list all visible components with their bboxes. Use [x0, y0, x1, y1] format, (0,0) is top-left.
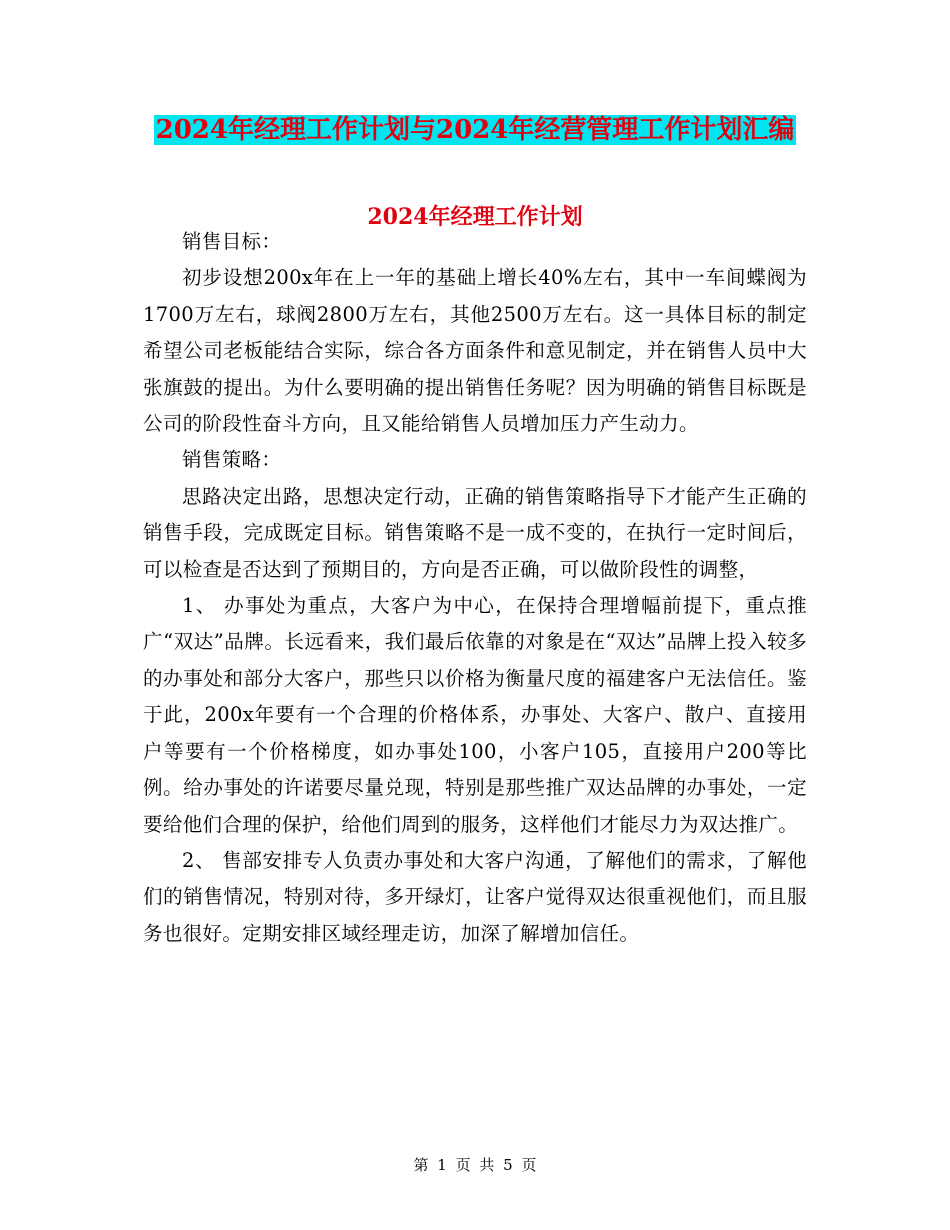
section-title: 2024年经理工作计划 — [367, 204, 583, 230]
paragraph-sales-target: 初步设想200x年在上一年的基础上增长40%左右，其中一车间蝶阀为1700万左右，球阀2800万左右，其他2500万左右。这一具体目标的制定希望公司老板能结合实际，综合各方面条件和意见制定，并在销售人员中大张旗鼓的提出。为什么要明确的提出销售任务呢？因为明确的销售目标既是公司的阶段性奋斗方向，且又能给销售人员增加压力产生动力。 — [143, 266, 807, 436]
page-footer: 第 1 页 共 5 页 — [413, 1156, 537, 1174]
paragraph-sales-strategy: 思路决定出路，思想决定行动，正确的销售策略指导下才能产生正确的销售手段，完成既定目标。销售策略不是一成不变的，在执行一定时间后，可以检查是否达到了预期目的，方向是否正确，可以做阶段性的调整， — [143, 484, 807, 581]
paragraph-item-1: 1、 办事处为重点，大客户为中心，在保持合理增幅前提下，重点推广“双达”品牌。长远看来，我们最后依靠的对象是在“双达”品牌上投入较多的办事处和部分大客户，那些只以价格为衡量尺度的福建客户无法信任。鉴于此，200x年要有一个合理的价格体系，办事处、大客户、散户、直接用户等要有一个价格梯度，如办事处100，小客户105，直接用户200等比例。给办事处的许诺要尽量兑现，特别是那些推广双达品牌的办事处，一定要给他们合理的保护，给他们周到的服务，这样他们才能尽力为双达推广。 — [143, 594, 807, 836]
paragraph-sales-strategy-heading: 销售策略： — [182, 448, 282, 472]
document-title-text: 2024年经理工作计划与2024年经营管理工作计划汇编 — [155, 115, 795, 145]
paragraph-item-2: 2、 售部安排专人负责办事处和大客户沟通，了解他们的需求，了解他们的销售情况，特别对待，多开绿灯，让客户觉得双达很重视他们，而且服务也很好。定期安排区域经理走访，加深了解增加信任。 — [143, 848, 807, 945]
paragraph-sales-target-heading: 销售目标： — [182, 230, 282, 253]
document-title — [0, 112, 950, 148]
document-body — [143, 224, 807, 952]
